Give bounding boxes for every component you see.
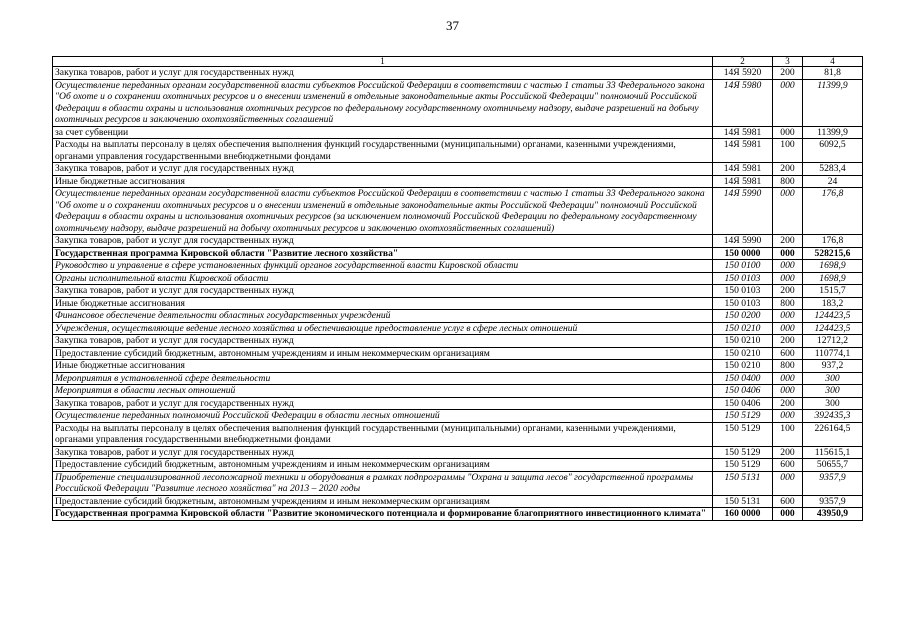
row-name-cell: Мероприятия в области лесных отношений <box>53 385 713 398</box>
row-sum-cell: 300 <box>803 372 863 385</box>
row-name-cell: Предоставление субсидий бюджетным, автономным учреждениям и иным некоммерческим организациям <box>53 459 713 472</box>
table-row <box>53 272 863 285</box>
row-name-cell: Государственная программа Кировской области "Развитие лесного хозяйства" <box>53 247 713 260</box>
row-type-cell: 000 <box>773 310 803 323</box>
row-sum-cell: 6092,5 <box>803 139 863 163</box>
row-name-cell: Осуществление переданных органам государственной власти субъектов Российской Федерации в соответствии с частью 1 статьи 33 Федерального закона "Об охоте и о сохранении охотничьих ресурсов и о внесении изменений в отдельные законодательные акты Российской Федерации" полномочий Российской Федерации в области охраны и использования охотничьих ресурсов (за исключением полномочий Российской Федерации по федеральному государственному охотничьему надзору, выдаче разрешений на добычу охотничьих ресурсов и заключению охотхозяйственных соглашений) <box>53 188 713 235</box>
row-type-cell: 600 <box>773 347 803 360</box>
row-code-cell: 14Я 5980 <box>713 79 773 126</box>
row-type-cell: 200 <box>773 335 803 348</box>
row-code-cell: 150 0406 <box>713 385 773 398</box>
row-code-cell: 150 5129 <box>713 446 773 459</box>
table-row <box>53 335 863 348</box>
header-col-2: 2 <box>713 57 773 67</box>
row-name-cell: Органы исполнительной власти Кировской области <box>53 272 713 285</box>
table-row <box>53 126 863 139</box>
row-sum-cell: 115615,1 <box>803 446 863 459</box>
row-name-cell: Закупка товаров, работ и услуг для государственных нужд <box>53 397 713 410</box>
row-name-cell: Закупка товаров, работ и услуг для государственных нужд <box>53 335 713 348</box>
row-type-cell: 100 <box>773 139 803 163</box>
row-sum-cell: 392435,3 <box>803 410 863 423</box>
row-code-cell: 150 5129 <box>713 459 773 472</box>
table-row <box>53 297 863 310</box>
row-type-cell: 000 <box>773 385 803 398</box>
row-code-cell: 150 0103 <box>713 297 773 310</box>
row-type-cell: 000 <box>773 508 803 521</box>
budget-table <box>52 56 863 521</box>
row-name-cell: Закупка товаров, работ и услуг для государственных нужд <box>53 285 713 298</box>
table-row <box>53 285 863 298</box>
row-code-cell: 150 0406 <box>713 397 773 410</box>
row-type-cell: 600 <box>773 459 803 472</box>
table-row <box>53 347 863 360</box>
row-code-cell: 150 0210 <box>713 335 773 348</box>
row-type-cell: 000 <box>773 272 803 285</box>
row-name-cell: Предоставление субсидий бюджетным, автономным учреждениям и иным некоммерческим организациям <box>53 347 713 360</box>
table-row <box>53 260 863 273</box>
row-type-cell: 000 <box>773 260 803 273</box>
row-code-cell: 14Я 5981 <box>713 139 773 163</box>
table-row <box>53 372 863 385</box>
page-number: 37 <box>446 18 459 33</box>
row-name-cell: Закупка товаров, работ и услуг для государственных нужд <box>53 163 713 176</box>
row-code-cell: 150 0210 <box>713 322 773 335</box>
row-name-cell: Закупка товаров, работ и услуг для государственных нужд <box>53 446 713 459</box>
row-name-cell: Финансовое обеспечение деятельности областных государственных учреждений <box>53 310 713 323</box>
row-sum-cell: 1698,9 <box>803 272 863 285</box>
row-code-cell: 150 0100 <box>713 260 773 273</box>
row-sum-cell: 1515,7 <box>803 285 863 298</box>
table-row <box>53 508 863 521</box>
row-type-cell: 600 <box>773 495 803 508</box>
table-row <box>53 471 863 495</box>
row-name-cell: Иные бюджетные ассигнования <box>53 360 713 373</box>
row-name-cell: Учреждения, осуществляющие ведение лесного хозяйства и обеспечивающие предоставление услуг в сфере лесных отношений <box>53 322 713 335</box>
row-name-cell: Предоставление субсидий бюджетным, автономным учреждениям и иным некоммерческим организациям <box>53 495 713 508</box>
row-sum-cell: 12712,2 <box>803 335 863 348</box>
table-body <box>53 67 863 521</box>
header-col-1: 1 <box>53 57 713 67</box>
row-code-cell: 150 5129 <box>713 410 773 423</box>
table-row <box>53 79 863 126</box>
row-type-cell: 000 <box>773 372 803 385</box>
row-code-cell: 150 5129 <box>713 422 773 446</box>
row-sum-cell: 110774,1 <box>803 347 863 360</box>
row-type-cell: 200 <box>773 163 803 176</box>
row-code-cell: 150 0210 <box>713 360 773 373</box>
table-row <box>53 235 863 248</box>
row-code-cell: 150 0103 <box>713 285 773 298</box>
row-name-cell: Осуществление переданных органам государственной власти субъектов Российской Федерации в соответствии с частью 1 статьи 33 Федерального закона "Об охоте и о сохранении охотничьих ресурсов и о внесении изменений в отдельные законодательные акты Российской Федерации" полномочий Российской Федерации в области охраны и использования охотничьих ресурсов по федеральному государственному охотничьему надзору, выдаче разрешений на добычу охотничьих ресурсов и заключению охотхозяйственных соглашений <box>53 79 713 126</box>
row-sum-cell: 176,8 <box>803 188 863 235</box>
table-row <box>53 163 863 176</box>
header-col-4: 4 <box>803 57 863 67</box>
row-type-cell: 200 <box>773 235 803 248</box>
row-code-cell: 150 0400 <box>713 372 773 385</box>
row-code-cell: 150 0103 <box>713 272 773 285</box>
row-type-cell: 200 <box>773 67 803 80</box>
row-sum-cell: 124423,5 <box>803 310 863 323</box>
row-type-cell: 200 <box>773 446 803 459</box>
table-row <box>53 322 863 335</box>
row-sum-cell: 9357,9 <box>803 471 863 495</box>
table-row <box>53 495 863 508</box>
row-code-cell: 14Я 5920 <box>713 67 773 80</box>
row-type-cell: 000 <box>773 471 803 495</box>
row-type-cell: 800 <box>773 360 803 373</box>
row-name-cell: Иные бюджетные ассигнования <box>53 175 713 188</box>
row-type-cell: 200 <box>773 397 803 410</box>
row-sum-cell: 528215,6 <box>803 247 863 260</box>
row-sum-cell: 50655,7 <box>803 459 863 472</box>
row-code-cell: 14Я 5981 <box>713 175 773 188</box>
row-code-cell: 150 5131 <box>713 471 773 495</box>
row-code-cell: 160 0000 <box>713 508 773 521</box>
row-sum-cell: 937,2 <box>803 360 863 373</box>
row-code-cell: 150 0200 <box>713 310 773 323</box>
table-row <box>53 360 863 373</box>
row-name-cell: Закупка товаров, работ и услуг для государственных нужд <box>53 67 713 80</box>
header-col-3: 3 <box>773 57 803 67</box>
table-row <box>53 410 863 423</box>
row-name-cell: Руководство и управление в сфере установленных функций органов государственной власти Кировской области <box>53 260 713 273</box>
row-name-cell: Иные бюджетные ассигнования <box>53 297 713 310</box>
row-sum-cell: 176,8 <box>803 235 863 248</box>
row-code-cell: 150 5131 <box>713 495 773 508</box>
row-type-cell: 800 <box>773 297 803 310</box>
row-sum-cell: 43950,9 <box>803 508 863 521</box>
row-code-cell: 14Я 5981 <box>713 126 773 139</box>
row-type-cell: 100 <box>773 422 803 446</box>
table-row <box>53 446 863 459</box>
row-name-cell: за счет субвенции <box>53 126 713 139</box>
row-code-cell: 14Я 5981 <box>713 163 773 176</box>
table-row <box>53 397 863 410</box>
row-type-cell: 000 <box>773 126 803 139</box>
table-row <box>53 139 863 163</box>
row-code-cell: 14Я 5990 <box>713 188 773 235</box>
row-sum-cell: 300 <box>803 397 863 410</box>
row-sum-cell: 81,8 <box>803 67 863 80</box>
row-sum-cell: 124423,5 <box>803 322 863 335</box>
row-name-cell: Государственная программа Кировской области "Развитие экономического потенциала и формирование благоприятного инвестиционного климата" <box>53 508 713 521</box>
row-sum-cell: 9357,9 <box>803 495 863 508</box>
row-name-cell: Мероприятия в установленной сфере деятельности <box>53 372 713 385</box>
row-name-cell: Расходы на выплаты персоналу в целях обеспечения выполнения функций государственными (муниципальными) органами, казенными учреждениями, органами управления государственными внебюджетными фондами <box>53 139 713 163</box>
row-type-cell: 000 <box>773 322 803 335</box>
row-sum-cell: 11399,9 <box>803 79 863 126</box>
row-name-cell: Приобретение специализированной лесопожарной техники и оборудования в рамках подпрограммы "Охрана и защита лесов" государственной программы Российской Федерации "Развитие лесного хозяйства" на 2013 – 2020 годы <box>53 471 713 495</box>
row-type-cell: 000 <box>773 188 803 235</box>
row-type-cell: 000 <box>773 79 803 126</box>
row-sum-cell: 300 <box>803 385 863 398</box>
row-type-cell: 000 <box>773 247 803 260</box>
row-code-cell: 150 0210 <box>713 347 773 360</box>
row-type-cell: 000 <box>773 410 803 423</box>
row-sum-cell: 24 <box>803 175 863 188</box>
table-row <box>53 459 863 472</box>
row-sum-cell: 5283,4 <box>803 163 863 176</box>
row-sum-cell: 1698,9 <box>803 260 863 273</box>
table-row <box>53 175 863 188</box>
table-header-row <box>53 57 863 67</box>
table-row <box>53 310 863 323</box>
row-code-cell: 150 0000 <box>713 247 773 260</box>
table-row <box>53 422 863 446</box>
row-name-cell: Расходы на выплаты персоналу в целях обеспечения выполнения функций государственными (муниципальными) органами, казенными учреждениями, органами управления государственными внебюджетными фондами <box>53 422 713 446</box>
row-type-cell: 800 <box>773 175 803 188</box>
table-row <box>53 188 863 235</box>
table-row <box>53 247 863 260</box>
row-name-cell: Осуществление переданных полномочий Российской Федерации в области лесных отношений <box>53 410 713 423</box>
table-row <box>53 385 863 398</box>
row-sum-cell: 11399,9 <box>803 126 863 139</box>
row-sum-cell: 183,2 <box>803 297 863 310</box>
row-type-cell: 200 <box>773 285 803 298</box>
row-name-cell: Закупка товаров, работ и услуг для государственных нужд <box>53 235 713 248</box>
row-sum-cell: 226164,5 <box>803 422 863 446</box>
row-code-cell: 14Я 5990 <box>713 235 773 248</box>
table-row <box>53 67 863 80</box>
